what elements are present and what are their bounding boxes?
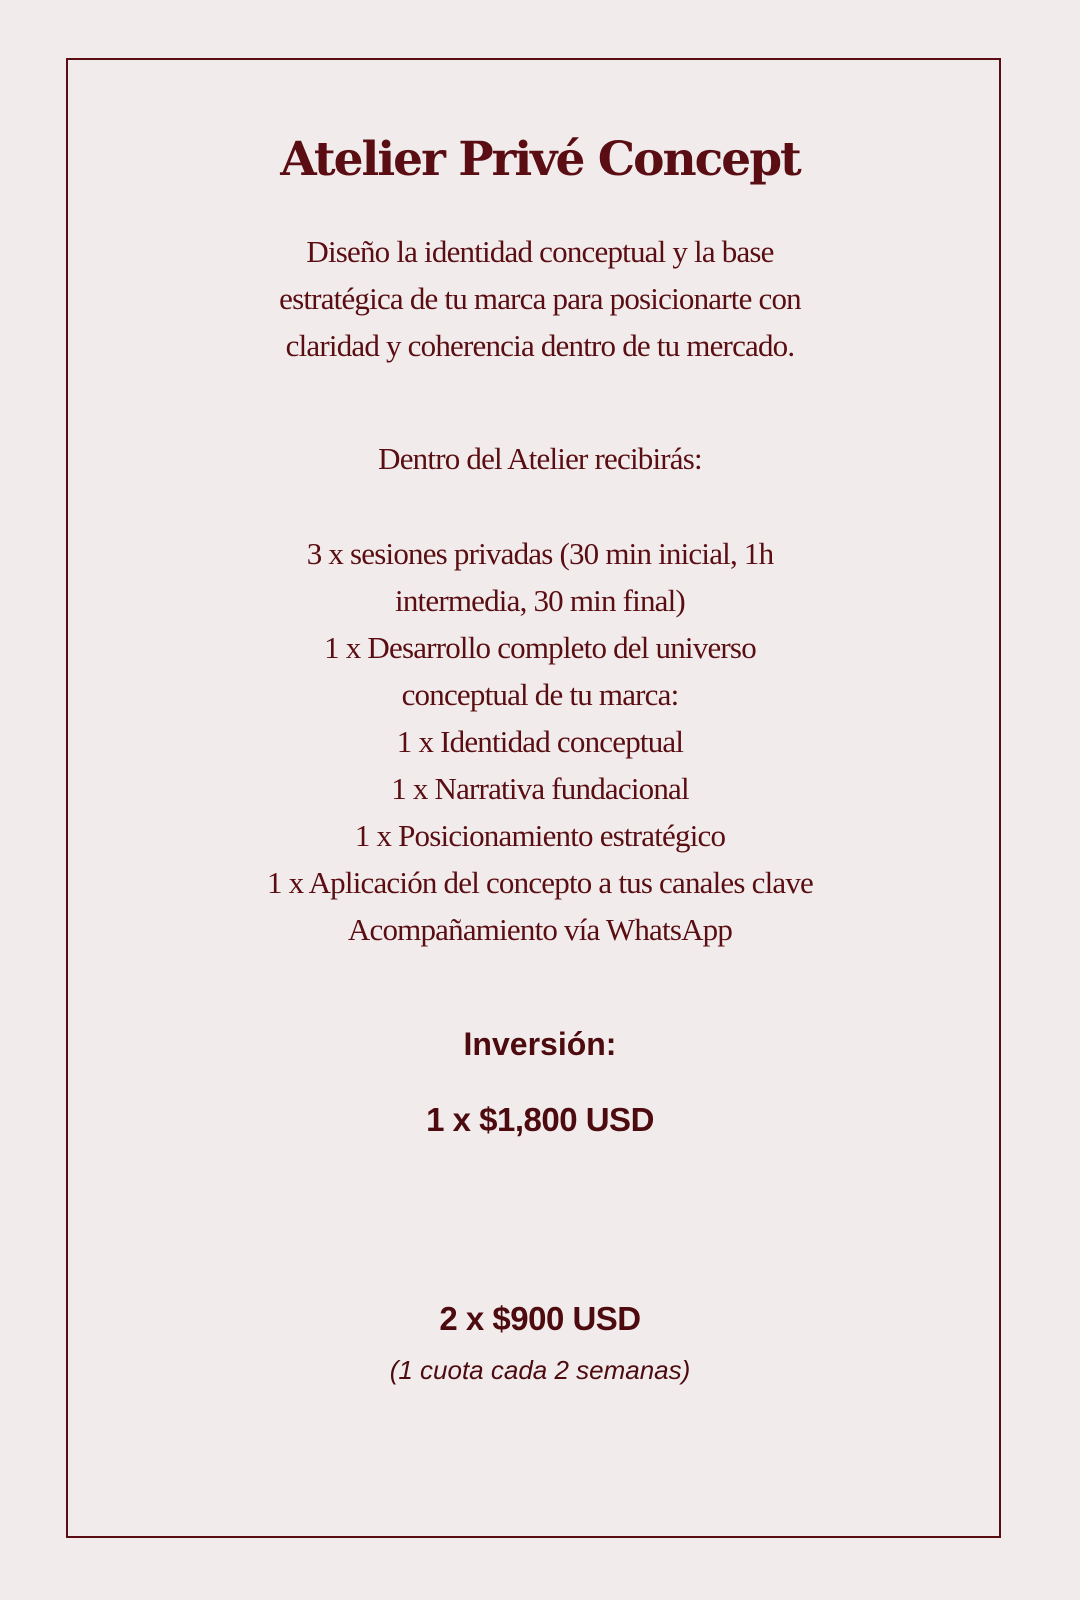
- intro-line: Diseño la identidad conceptual y la base: [306, 234, 774, 269]
- includes-heading: Dentro del Atelier recibirás:: [378, 441, 702, 476]
- list-item: 1 x Identidad conceptual: [396, 724, 684, 759]
- intro-paragraph: [0, 228, 1080, 369]
- list-item: conceptual de tu marca:: [401, 677, 679, 712]
- price-installments: 2 x $900 USD: [439, 1300, 641, 1337]
- list-item: 1 x Desarrollo completo del universo: [324, 630, 756, 665]
- page-title: Atelier Privé Concept: [280, 132, 800, 187]
- intro-line: estratégica de tu marca para posicionarte con: [279, 281, 801, 316]
- intro-line: claridad y coherencia dentro de tu mercado.: [285, 328, 795, 363]
- list-item: Acompañamiento vía WhatsApp: [347, 912, 733, 947]
- list-item: 1 x Posicionamiento estratégico: [354, 818, 726, 853]
- installment-note: (1 cuota cada 2 semanas): [389, 1355, 691, 1385]
- list-item: 1 x Narrativa fundacional: [391, 771, 689, 806]
- list-item: 3 x sesiones privadas (30 min inicial, 1h: [306, 536, 774, 571]
- includes-list: [0, 530, 1080, 953]
- list-item: 1 x Aplicación del concepto a tus canales clave: [267, 865, 813, 900]
- investment-label: Inversión:: [463, 1026, 617, 1062]
- list-item: intermedia, 30 min final): [395, 583, 685, 618]
- price-single-payment: 1 x $1,800 USD: [426, 1101, 654, 1138]
